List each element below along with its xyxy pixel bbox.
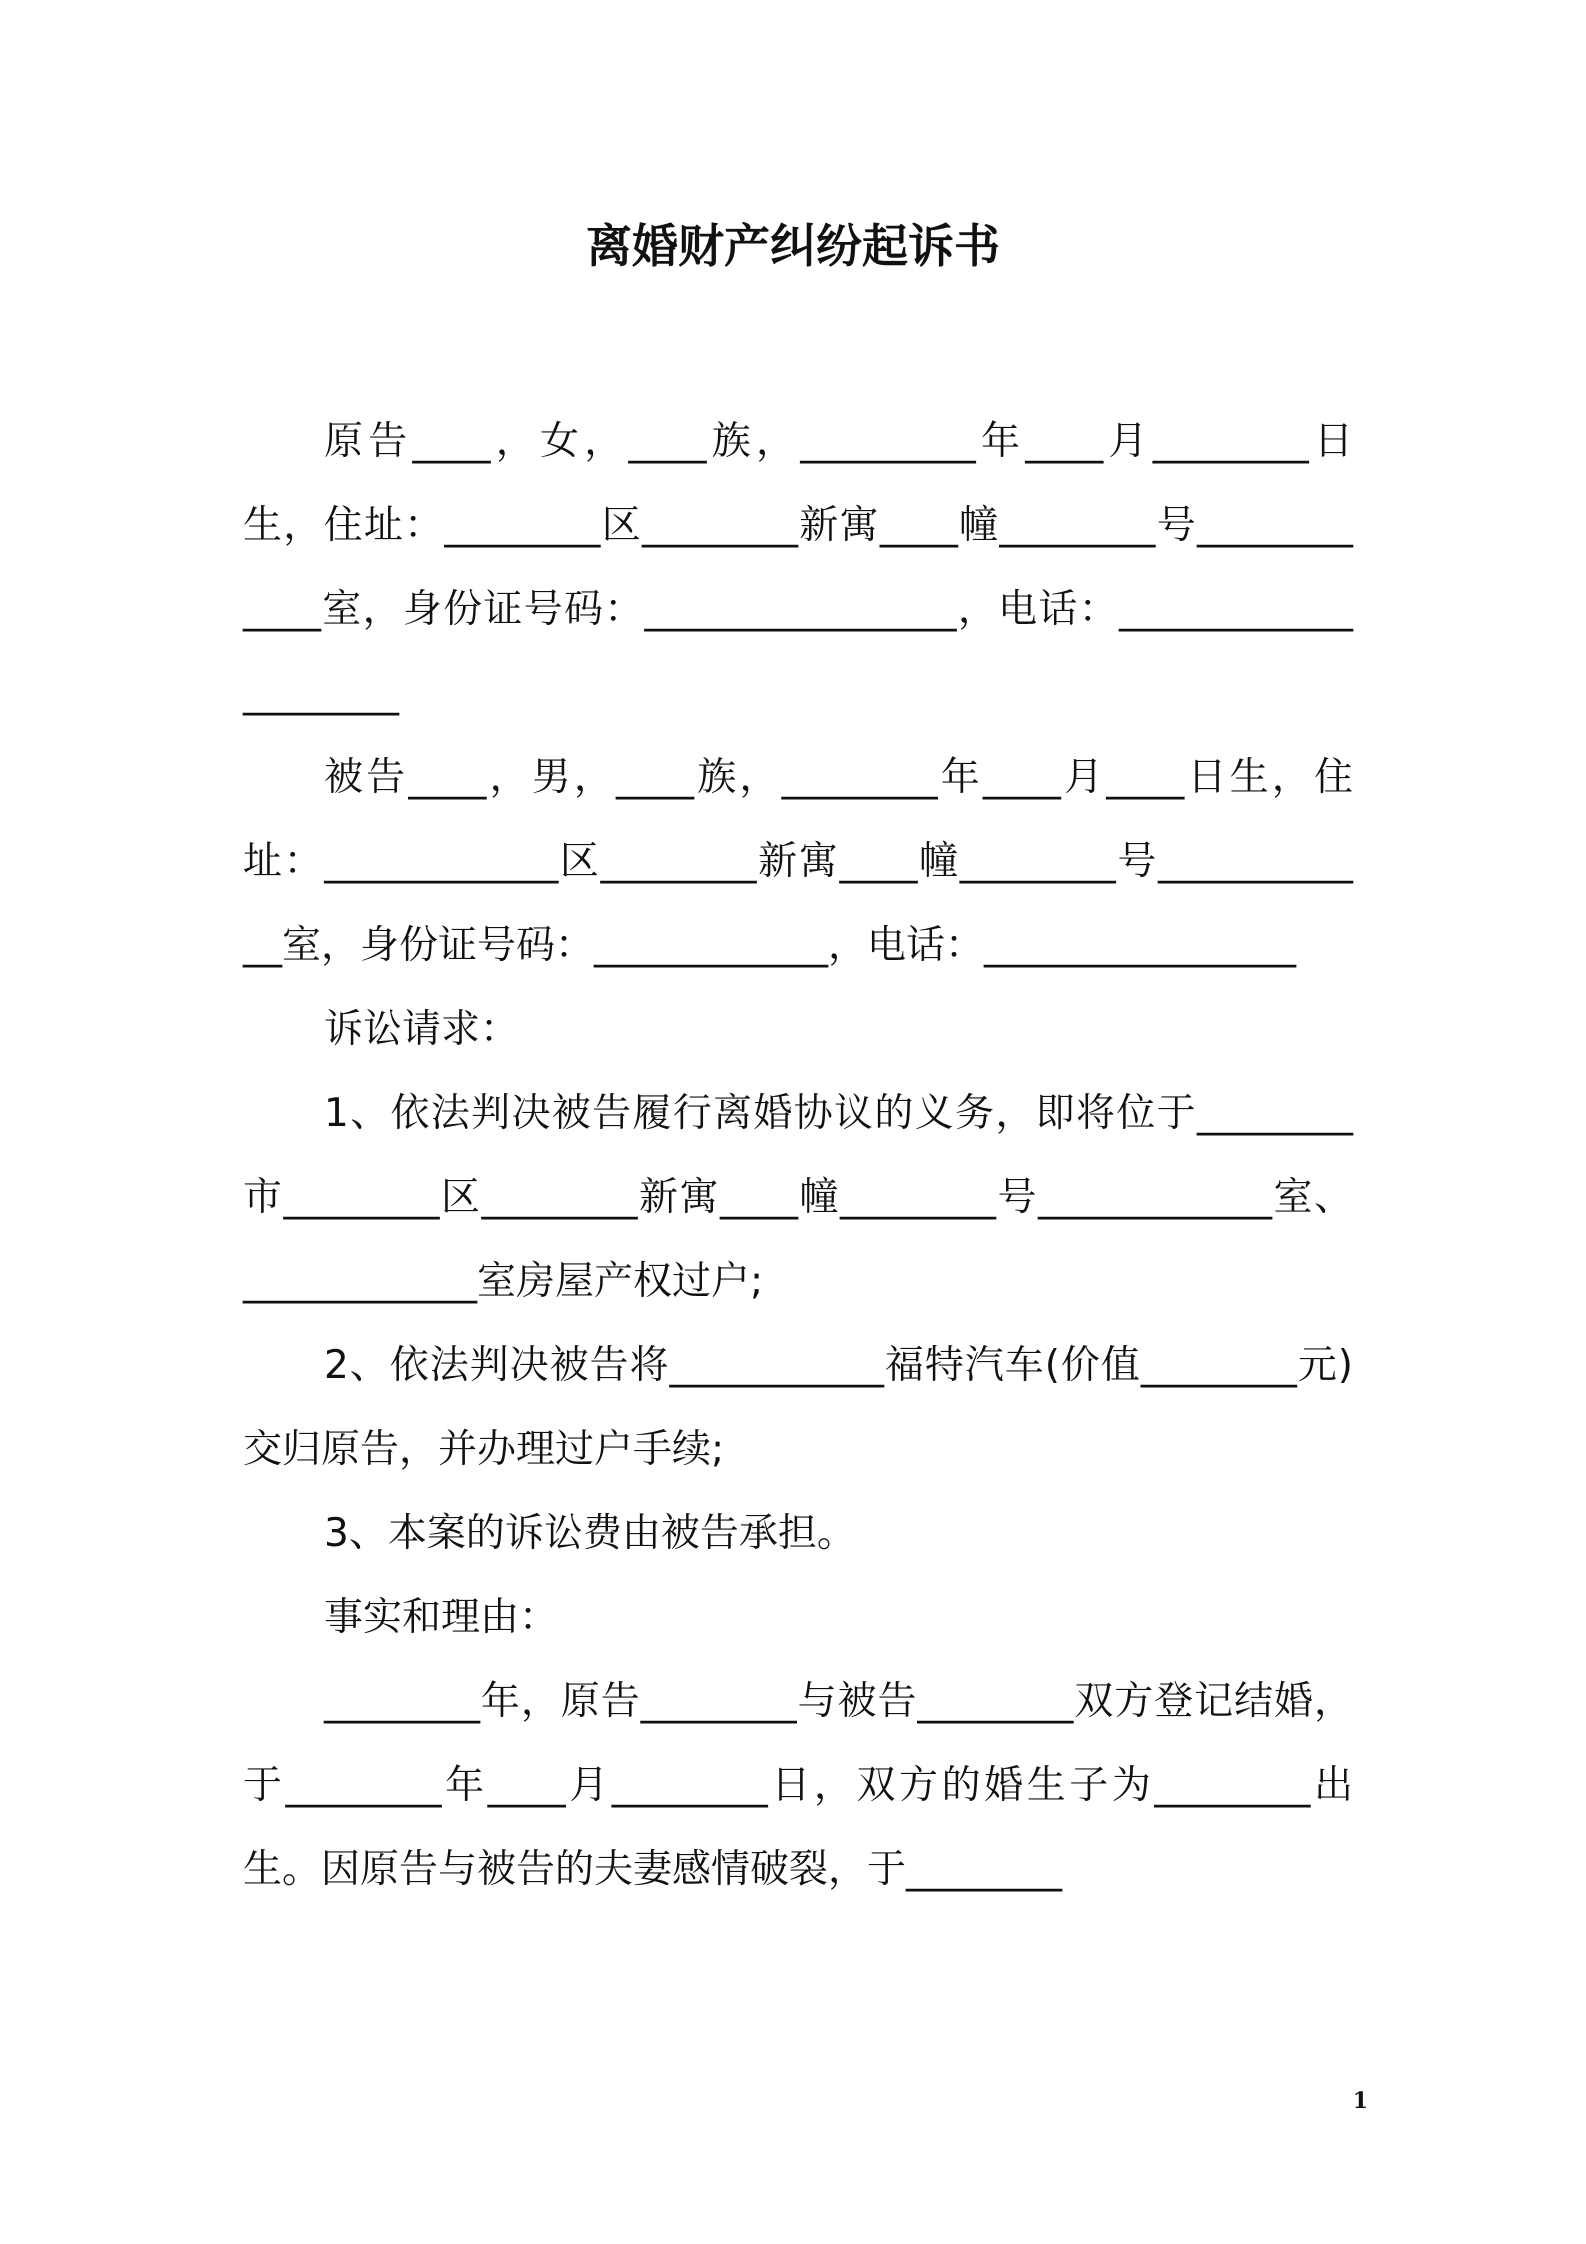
claim-item-3: 3、本案的诉讼费由被告承担。 bbox=[324, 1511, 856, 1556]
facts-paragraph: ________年，原告________与被告________双方登记结婚，于________年____月________日，双方的婚生子为________出生。因原告与被告的夫妻感情破裂，于________ bbox=[243, 1679, 1353, 1892]
claim-item-1: 1、依法判决被告履行离婚协议的义务，即将位于________市________区________新寓____幢________号____________室、____________室房屋产权过户; bbox=[243, 1091, 1353, 1304]
claim-item-2: 2、依法判决被告将___________福特汽车(价值________元)交归原告，并办理过户手续; bbox=[243, 1343, 1353, 1472]
plaintiff-paragraph: 原告____，女，____族，_________年____月________日生，住址：________区________新寓____幢________号____________室，身份证号码：________________，电话：____________________ bbox=[243, 419, 1353, 716]
claims-heading: 诉讼请求： bbox=[324, 1007, 520, 1052]
defendant-paragraph: 被告____，男，____族，________年____月____日生，住址：____________区________新寓____幢________号____________室，身份证号码：____________，电话：________________ bbox=[243, 755, 1353, 968]
document-title: 离婚财产纠纷起诉书 bbox=[586, 219, 1000, 273]
facts-heading: 事实和理由： bbox=[324, 1595, 559, 1640]
page-number: 1 bbox=[1352, 2088, 1368, 2114]
document-body bbox=[243, 400, 1353, 1912]
